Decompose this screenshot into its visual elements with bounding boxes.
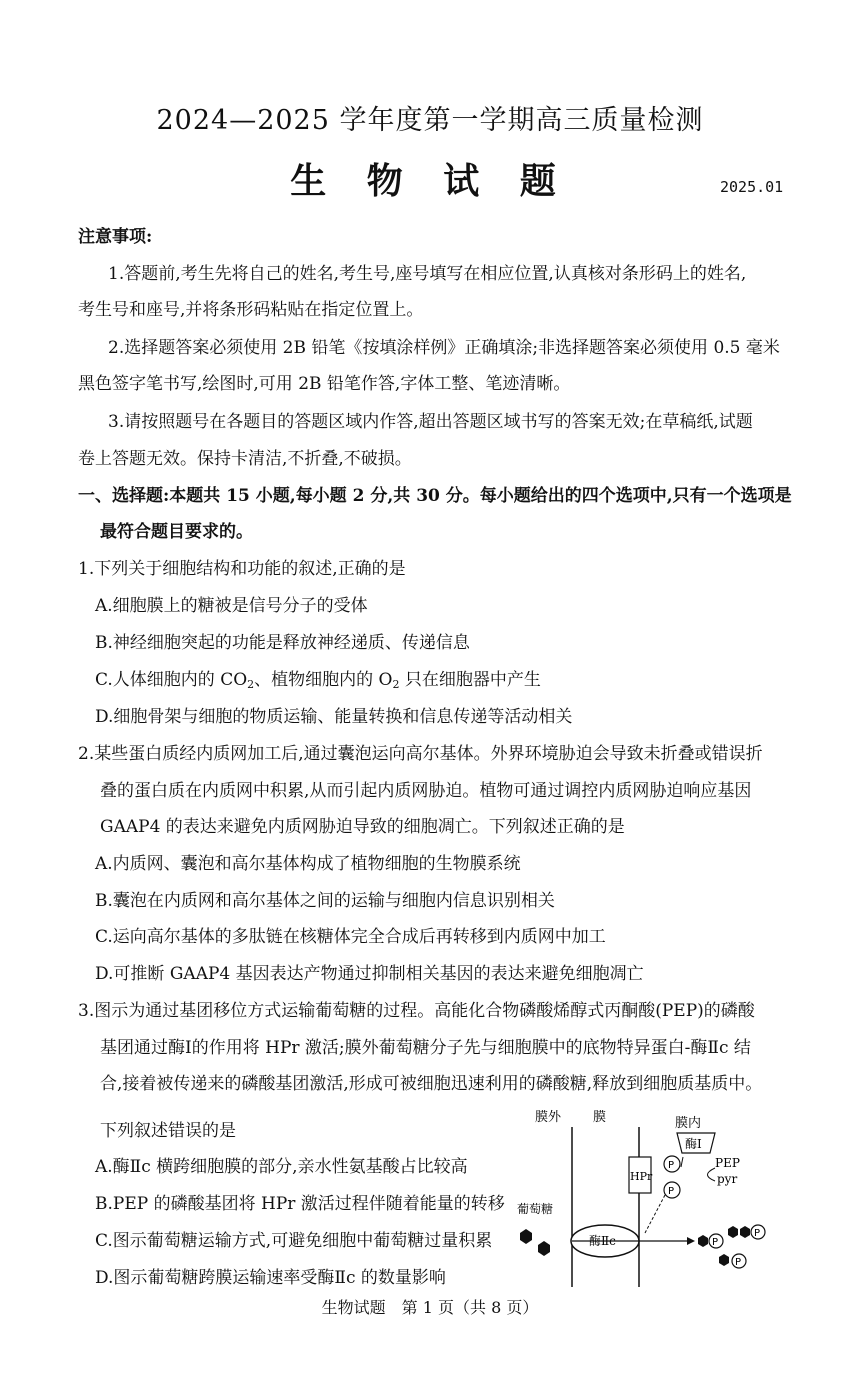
phosphate-label: P: [735, 1257, 742, 1268]
glucose-icon: [719, 1254, 729, 1266]
question-2-option-a: A.内质网、囊泡和高尔基体构成了植物细胞的生物膜系统: [95, 854, 521, 874]
question-3-stem: 3.图示为通过基团移位方式运输葡萄糖的过程。高能化合物磷酸烯醇式丙酮酸(PEP)的磷酸: [78, 1001, 755, 1021]
glucose-icon: [538, 1241, 550, 1256]
glucose-label: 葡萄糖: [517, 1202, 554, 1216]
question-2-option-c: C.运向高尔基体的多肽链在核糖体完全合成后再转移到内质网中加工: [95, 927, 606, 947]
arrow-head-icon: [687, 1237, 695, 1245]
hpr-label: HPr: [630, 1170, 653, 1183]
phosphate-label: P: [712, 1237, 719, 1248]
question-3-question: 下列叙述错误的是: [100, 1121, 236, 1141]
notice-item: 2.选择题答案必须使用 2B 铅笔《按填涂样例》正确填涂;非选择题答案必须使用 0.5 毫米: [108, 338, 780, 358]
outside-label: 膜外: [535, 1110, 562, 1125]
pyr-label: pyr: [717, 1172, 738, 1186]
question-3-stem: 合,接着被传递来的磷酸基团激活,形成可被细胞迅速利用的磷酸糖,释放到细胞质基质中。: [100, 1074, 763, 1094]
question-3-option-c: C.图示葡萄糖运输方式,可避免细胞中葡萄糖过量积累: [95, 1231, 493, 1251]
exam-date: 2025.01: [720, 178, 784, 196]
subject-title: 生 物 试 题: [290, 160, 570, 202]
enzyme-1-label: 酶Ⅰ: [685, 1137, 702, 1151]
question-2-stem: 2.某些蛋白质经内质网加工后,通过囊泡运向高尔基体。外界环境胁迫会导致未折叠或错误折: [78, 744, 763, 764]
enzyme-2c-label: 酶Ⅱc: [589, 1234, 616, 1248]
question-2-stem: GAAP4 的表达来避免内质网胁迫导致的细胞凋亡。下列叙述正确的是: [100, 817, 625, 837]
transport-diagram: [505, 1105, 785, 1290]
membrane-label: 膜: [593, 1110, 607, 1125]
glucose-icon: [698, 1235, 708, 1247]
question-3-stem: 基团通过酶Ⅰ的作用将 HPr 激活;膜外葡萄糖分子先与细胞膜中的底物特异蛋白-酶Ⅱc 结: [100, 1038, 751, 1058]
section-heading: 一、选择题:本题共 15 小题,每小题 2 分,共 30 分。每小题给出的四个选项中,只有一个选项是: [78, 486, 792, 506]
enzyme-arrow: [681, 1157, 683, 1167]
phosphate-label: P: [754, 1228, 761, 1239]
notice-item: 3.请按照题号在各题目的答题区域内作答,超出答题区域书写的答案无效;在草稿纸,试题: [108, 412, 753, 432]
exam-title: 2024—2025 学年度第一学期高三质量检测: [156, 105, 704, 136]
question-3-option-d: D.图示葡萄糖跨膜运输速率受酶Ⅱc 的数量影响: [95, 1268, 446, 1288]
question-2-option-b: B.囊泡在内质网和高尔基体之间的运输与细胞内信息识别相关: [95, 891, 555, 911]
pep-curve-arrow: [708, 1168, 716, 1181]
question-3-option-a: A.酶Ⅱc 横跨细胞膜的部分,亲水性氨基酸占比较高: [95, 1157, 468, 1177]
question-1-option-b: B.神经细胞突起的功能是释放神经递质、传递信息: [95, 633, 470, 653]
question-3-option-b: B.PEP 的磷酸基团将 HPr 激活过程伴随着能量的转移: [95, 1194, 505, 1214]
question-2-option-d: D.可推断 GAAP4 基因表达产物通过抑制相关基因的表达来避免细胞凋亡: [95, 964, 644, 984]
glucose-icon: [520, 1229, 532, 1244]
glucose-icon: [728, 1226, 738, 1238]
glucose-icon: [740, 1226, 750, 1238]
question-2-stem: 叠的蛋白质在内质网中积累,从而引起内质网胁迫。植物可通过调控内质网胁迫响应基因: [100, 781, 752, 801]
question-1-option-a: A.细胞膜上的糖被是信号分子的受体: [95, 596, 368, 616]
question-1-stem: 1.下列关于细胞结构和功能的叙述,正确的是: [78, 559, 406, 579]
dashed-arrow: [645, 1195, 665, 1233]
inside-label: 膜内: [675, 1116, 702, 1131]
notice-item: 1.答题前,考生先将自己的姓名,考生号,座号填写在相应位置,认真核对条形码上的姓名,: [108, 264, 747, 284]
question-1-option-c: C.人体细胞内的 $CO_2$、植物细胞内的 $O_2$ 只在细胞器中产生: [95, 670, 541, 691]
notice-heading: 注意事项:: [78, 227, 153, 247]
pep-label: PEP: [715, 1156, 740, 1170]
phosphate-label: P: [668, 1186, 675, 1197]
page-footer: 生物试题 第 1 页（共 8 页）: [321, 1298, 539, 1317]
notice-item: 黑色签字笔书写,绘图时,可用 2B 铅笔作答,字体工整、笔迹清晰。: [78, 374, 571, 394]
notice-item: 考生号和座号,并将条形码粘贴在指定位置上。: [78, 300, 424, 320]
section-heading-cont: 最符合题目要求的。: [100, 522, 253, 542]
phosphate-label: P: [668, 1160, 675, 1171]
notice-item: 卷上答题无效。保持卡清洁,不折叠,不破损。: [78, 449, 412, 469]
question-1-option-d: D.细胞骨架与细胞的物质运输、能量转换和信息传递等活动相关: [95, 707, 573, 727]
